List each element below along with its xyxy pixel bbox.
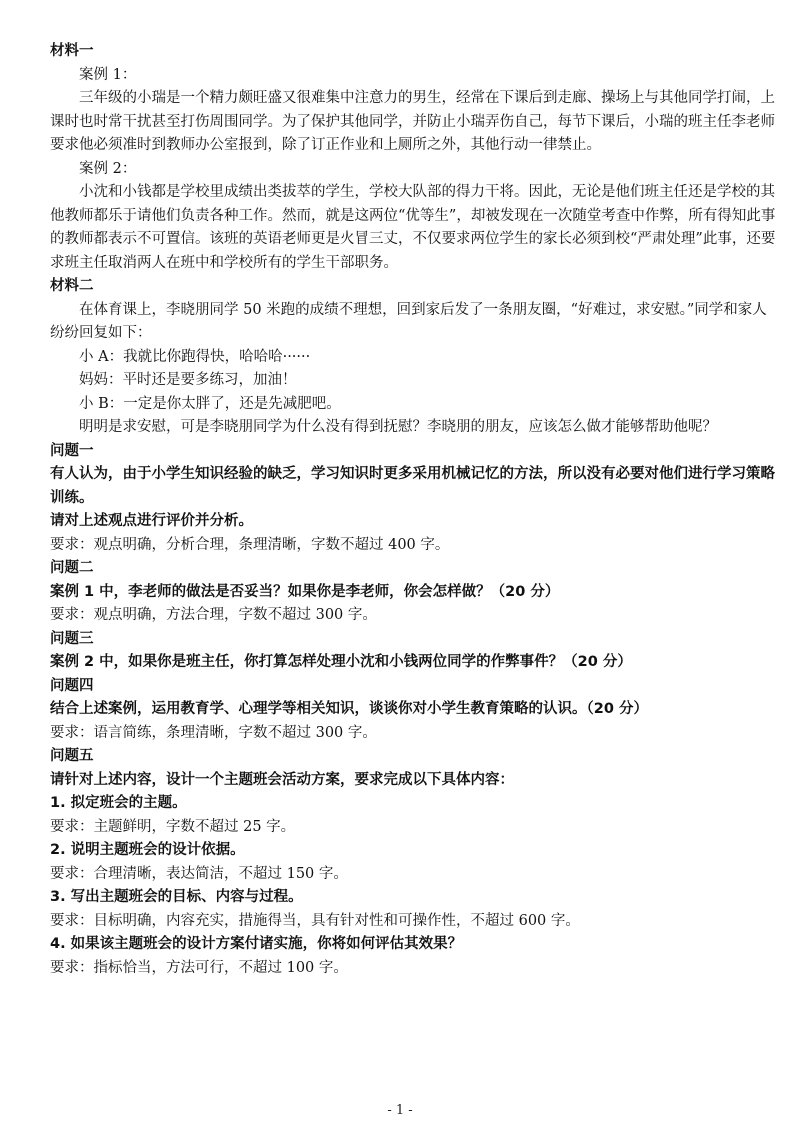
case1-label: 案例 1： [79, 66, 137, 83]
material2-intro: 在体育课上，李晓朋同学 50 米跑的成绩不理想，回到家后发了一条朋友圈，“好难过，求安慰。”同学和家人纷纷回复如下： [50, 301, 767, 341]
reply-mom: 妈妈：平时还是要多练习，加油！ [79, 372, 297, 388]
q5-item-2-title: 2. 说明主题班会的设计依据。 [50, 842, 245, 858]
q5-item-3-title: 3. 写出主题班会的目标、内容与过程。 [50, 889, 303, 905]
q4-heading: 问题四 [50, 677, 94, 694]
q2-heading: 问题二 [50, 560, 94, 576]
q5-prompt: 请针对上述内容，设计一个主题班会活动方案，要求完成以下具体内容： [50, 771, 514, 788]
q1-prompt: 有人认为，由于小学生知识经验的缺乏，学习知识时更多采用机械记忆的方法，所以没有必要对他们进行学习策略训练。 [50, 466, 775, 506]
q5-item-4-requirement: 要求：指标恰当，方法可行，不超过 100 字。 [50, 959, 348, 976]
material2-heading: 材料二 [50, 278, 94, 294]
q5-item-1-title: 1. 拟定班会的主题。 [50, 795, 187, 811]
case2-text: 小沈和小钱都是学校里成绩出类拔萃的学生，学校大队部的得力干将。因此，无论是他们班主任还是学校的其他教师都乐于请他们负责各种工作。然而，就是这两位“优等生”，却被发现在一次随堂考查中作弊，所有得知此事的教师都表示不可置信。该班的英语老师更是火冒三丈，不仅要求两位学生的家长必须到校“严肃处理”此事，还要求班主任取消两人在班中和学校所有的学生干部职务。 [50, 184, 776, 271]
reply-a: 小 A：我就比你跑得快，哈哈哈······ [79, 348, 311, 365]
q5-item-4-title: 4. 如果该主题班会的设计方案付诸实施，你将如何评估其效果？ [50, 936, 463, 952]
page-number: - 1 - [387, 1103, 413, 1118]
document-page [50, 40, 780, 980]
q5-heading: 问题五 [50, 748, 94, 764]
q2-prompt: 案例 1 中，李老师的做法是否妥当？如果你是李老师，你会怎样做？（20 分） [50, 583, 560, 600]
q1-task: 请对上述观点进行评价并分析。 [50, 513, 253, 529]
q1-heading: 问题一 [50, 442, 94, 459]
q4-requirement: 要求：语言简练，条理清晰，字数不超过 300 字。 [50, 724, 377, 741]
material2-closing: 明明是求安慰，可是李晓朋同学为什么没有得到抚慰？李晓朋的朋友，应该怎么做才能够帮助他呢？ [79, 419, 717, 435]
q5-item-1-requirement: 要求：主题鲜明，字数不超过 25 字。 [50, 818, 296, 835]
case1-text: 三年级的小瑞是一个精力颇旺盛又很难集中注意力的男生，经常在下课后到走廊、操场上与其他同学打闹，上课时也时常干扰甚至打伤周围同学。为了保护其他同学，并防止小瑞弄伤自己，每节下课后，小瑞的班主任李老师要求他必须准时到教师办公室报到，除了订正作业和上厕所之外，其他行动一律禁止。 [50, 90, 775, 153]
q2-requirement: 要求：观点明确，方法合理，字数不超过 300 字。 [50, 607, 377, 623]
reply-b: 小 B：一定是你太胖了，还是先减肥吧。 [79, 395, 341, 412]
q5-item-2-requirement: 要求：合理清晰，表达简洁，不超过 150 字。 [50, 865, 348, 882]
case2-label: 案例 2： [79, 160, 137, 177]
q5-item-3-requirement: 要求：目标明确，内容充实，措施得当，具有针对性和可操作性，不超过 600 字。 [50, 912, 580, 929]
q3-heading: 问题三 [50, 630, 94, 647]
q3-prompt: 案例 2 中，如果你是班主任，你打算怎样处理小沈和小钱两位同学的作弊事件？（20 分） [50, 654, 632, 670]
q4-prompt: 结合上述案例，运用教育学、心理学等相关知识，谈谈你对小学生教育策略的认识。（20 分） [50, 701, 648, 717]
q1-requirement: 要求：观点明确，分析合理，条理清晰，字数不超过 400 字。 [50, 536, 450, 553]
material1-heading: 材料一 [50, 43, 94, 59]
